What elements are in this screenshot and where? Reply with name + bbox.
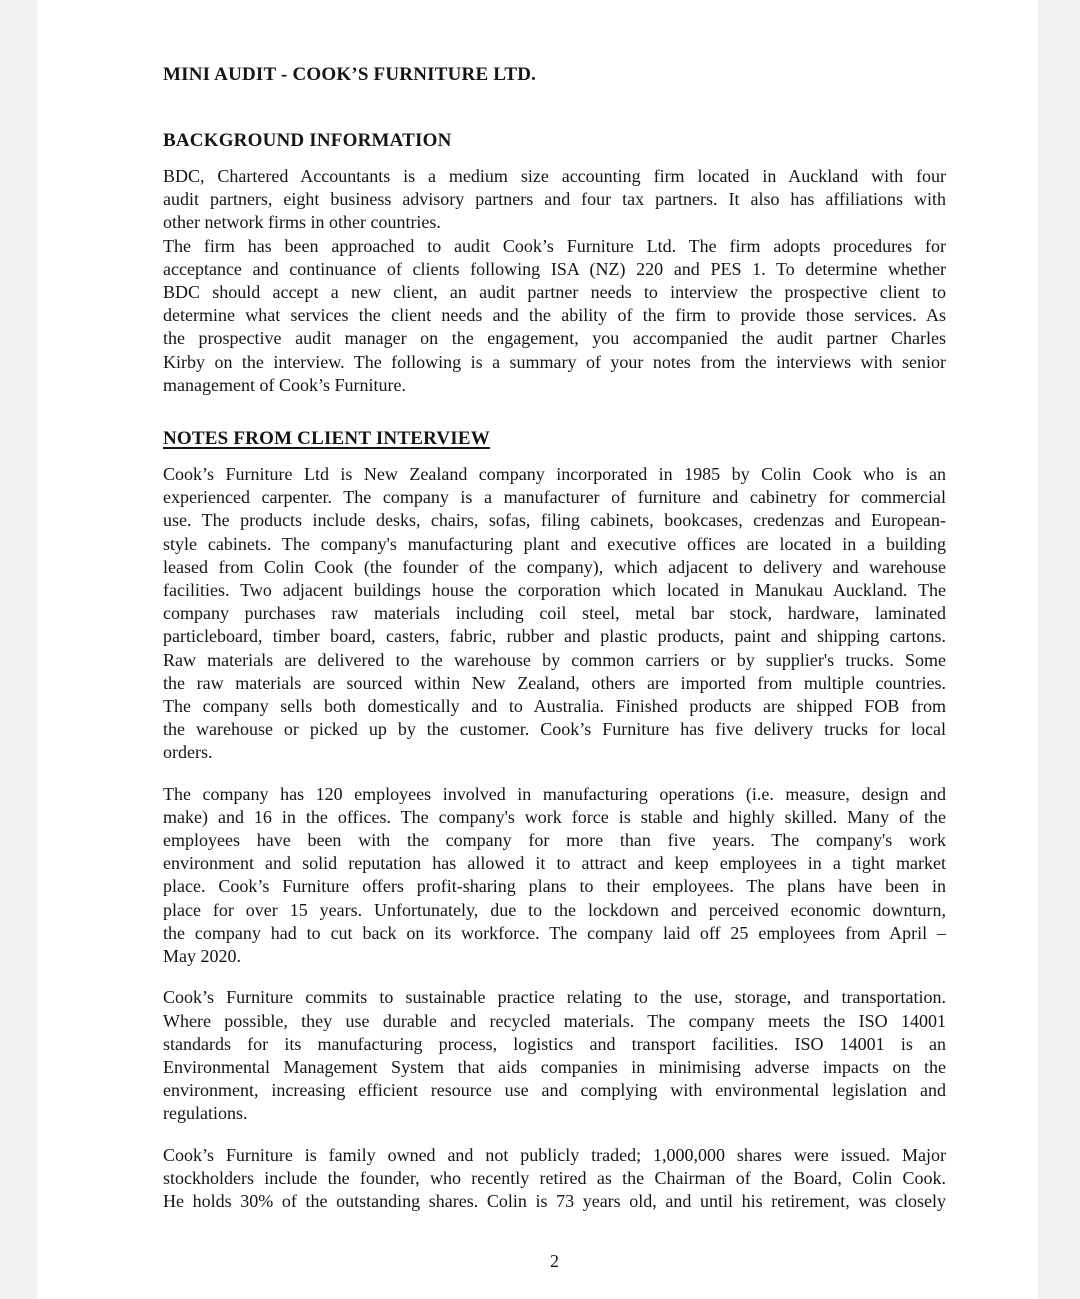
section-heading-text: NOTES FROM CLIENT INTERVIEW bbox=[163, 428, 490, 450]
text-line: the prospective audit manager on the engagement, you accompanied the audit partner Charles bbox=[163, 328, 946, 349]
text-line: The company has 120 employees involved in manufacturing operations (i.e. measure, design and bbox=[163, 783, 946, 804]
text-line: the raw materials are sourced within New Zealand, others are imported from multiple countries. bbox=[163, 672, 946, 693]
paragraph bbox=[163, 1144, 946, 1214]
section-heading-text: BACKGROUND INFORMATION bbox=[163, 130, 452, 151]
document-sections bbox=[163, 129, 946, 1213]
page-title: MINI AUDIT - COOK’S FURNITURE LTD. bbox=[163, 64, 537, 85]
text-line: May 2020. bbox=[163, 946, 241, 967]
paragraph bbox=[163, 463, 946, 765]
text-line: environment, increasing efficient resource use and complying with environmental legislation and bbox=[163, 1080, 946, 1101]
text-line: stockholders include the founder, who recently retired as the Chairman of the Board, Colin Cook. bbox=[163, 1167, 946, 1188]
text-line: other network firms in other countries. bbox=[163, 212, 441, 233]
text-line: management of Cook’s Furniture. bbox=[163, 374, 406, 395]
text-line: particleboard, timber board, casters, fabric, rubber and plastic products, paint and shipping cartons. bbox=[163, 626, 946, 647]
text-line: company purchases raw materials including coil steel, metal bar stock, hardware, laminated bbox=[163, 603, 946, 624]
text-line: environment and solid reputation has allowed it to attract and keep employees in a tight market bbox=[163, 853, 946, 874]
text-line: make) and 16 in the offices. The company's work force is stable and highly skilled. Many of the bbox=[163, 806, 946, 827]
section-heading bbox=[163, 427, 946, 451]
text-line: standards for its manufacturing process, logistics and transport facilities. ISO 14001 is an bbox=[163, 1033, 946, 1054]
paragraph bbox=[163, 165, 946, 235]
text-line: employees have been with the company for more than five years. The company's work bbox=[163, 830, 946, 851]
text-line: Environmental Management System that aids companies in minimising adverse impacts on the bbox=[163, 1056, 946, 1077]
text-line: Where possible, they use durable and recycled materials. The company meets the ISO 14001 bbox=[163, 1010, 946, 1031]
text-line: The company sells both domestically and to Australia. Finished products are shipped FOB from bbox=[163, 696, 946, 717]
text-line: Raw materials are delivered to the warehouse by common carriers or by supplier's trucks. Some bbox=[163, 649, 946, 670]
text-line: leased from Colin Cook (the founder of the company), which adjacent to delivery and warehouse bbox=[163, 556, 946, 577]
paragraph bbox=[163, 986, 946, 1125]
paragraph bbox=[163, 783, 946, 969]
text-line: the warehouse or picked up by the customer. Cook’s Furniture has five delivery trucks for local bbox=[163, 719, 946, 740]
text-line: experienced carpenter. The company is a manufacturer of furniture and cabinetry for commercial bbox=[163, 487, 946, 508]
text-line: Kirby on the interview. The following is a summary of your notes from the interviews with senior bbox=[163, 351, 946, 372]
text-line: Cook’s Furniture commits to sustainable practice relating to the use, storage, and transportation. bbox=[163, 987, 946, 1008]
text-line: acceptance and continuance of clients following ISA (NZ) 220 and PES 1. To determine whether bbox=[163, 258, 946, 279]
text-line: place for over 15 years. Unfortunately, due to the lockdown and perceived economic downturn, bbox=[163, 899, 946, 920]
paragraph bbox=[163, 235, 946, 397]
text-line: BDC, Chartered Accountants is a medium size accounting firm located in Auckland with four bbox=[163, 166, 946, 186]
text-line: The firm has been approached to audit Cook’s Furniture Ltd. The firm adopts procedures for bbox=[163, 235, 946, 256]
text-line: audit partners, eight business advisory partners and four tax partners. It also has affiliations with bbox=[163, 189, 946, 210]
page-number: 2 bbox=[550, 1251, 559, 1271]
text-line: He holds 30% of the outstanding shares. Colin is 73 years old, and until his retirement, was closely bbox=[163, 1190, 946, 1211]
text-line: place. Cook’s Furniture offers profit-sharing plans to their employees. The plans have been in bbox=[163, 876, 946, 897]
text-line: use. The products include desks, chairs, sofas, filing cabinets, bookcases, credenzas and European- bbox=[163, 510, 946, 531]
text-line: determine what services the client needs and the ability of the firm to provide those services. As bbox=[163, 305, 946, 326]
text-line: regulations. bbox=[163, 1103, 248, 1124]
section-heading bbox=[163, 129, 946, 153]
document-page bbox=[37, 0, 1038, 1299]
document-content bbox=[37, 0, 1038, 1213]
text-line: facilities. Two adjacent buildings house the corporation which located in Manukau Auckland. The bbox=[163, 580, 946, 601]
text-line: BDC should accept a new client, an audit partner needs to interview the prospective client to bbox=[163, 282, 946, 303]
text-line: the company had to cut back on its workforce. The company laid off 25 employees from April – bbox=[163, 922, 946, 943]
text-line: orders. bbox=[163, 742, 213, 763]
text-line: Cook’s Furniture is family owned and not publicly traded; 1,000,000 shares were issued. Major bbox=[163, 1144, 946, 1165]
text-line: style cabinets. The company's manufacturing plant and executive offices are located in a building bbox=[163, 533, 946, 554]
text-line: Cook’s Furniture Ltd is New Zealand company incorporated in 1985 by Colin Cook who is an bbox=[163, 464, 946, 485]
